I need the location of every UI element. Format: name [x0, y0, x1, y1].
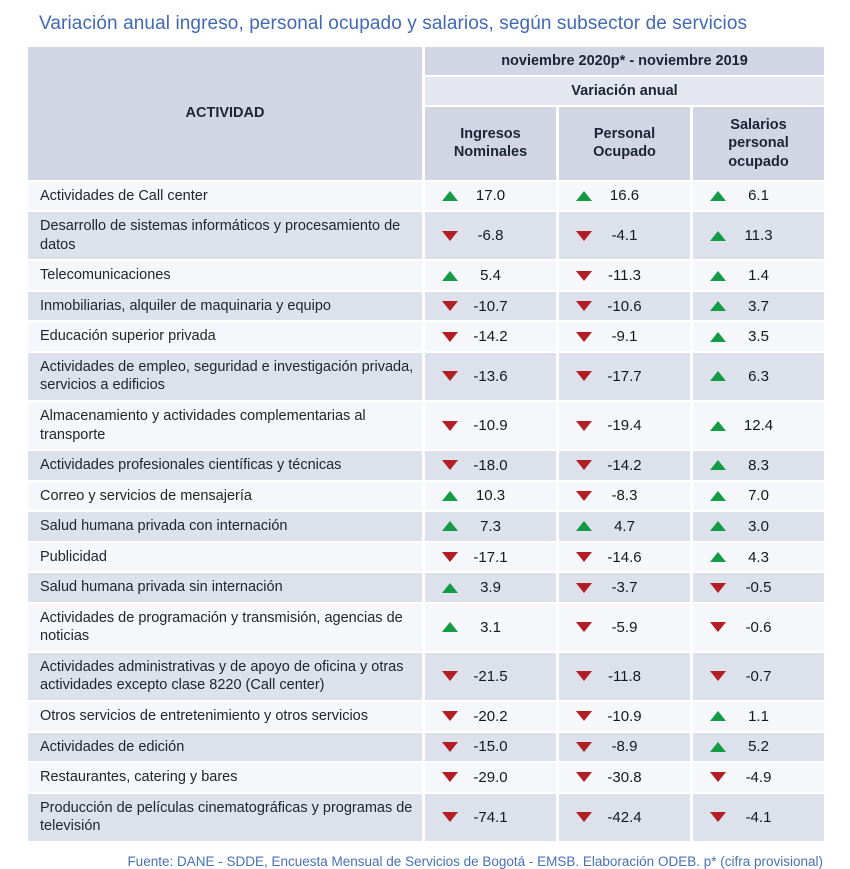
value-text: 3.0: [748, 517, 769, 535]
triangle-down-icon: [442, 742, 458, 752]
value-cell-ingresos: [425, 763, 556, 792]
value-text: 6.1: [748, 187, 769, 205]
value-text: -11.8: [607, 667, 642, 685]
table-row: [28, 702, 824, 731]
triangle-up-icon: [710, 271, 726, 281]
source-note: Fuente: DANE - SDDE, Encuesta Mensual de Servicios de Bogotá - EMSB. Elaboración ODEB. p* (cifra provisional): [127, 853, 823, 869]
value-text: 7.0: [748, 487, 769, 505]
value-cell-salarios: [693, 322, 824, 351]
triangle-up-icon: [710, 371, 726, 381]
value-cell-personal: [559, 353, 690, 400]
table-row: [28, 604, 824, 651]
value-text: -42.4: [607, 808, 642, 826]
value-cell-ingresos: [425, 353, 556, 400]
value-cell-salarios: [693, 212, 824, 259]
value-text: -74.1: [473, 808, 508, 826]
value-cell-personal: [559, 733, 690, 762]
table-row: [28, 573, 824, 602]
triangle-up-icon: [576, 191, 592, 201]
value-cell-personal: [559, 212, 690, 259]
value-text: -19.4: [607, 417, 642, 435]
value-text: -4.9: [745, 768, 772, 786]
column-header-ingresos-nominales: Ingresos Nominales: [425, 107, 556, 179]
value-text: -10.9: [607, 707, 642, 725]
triangle-down-icon: [710, 812, 726, 822]
triangle-down-icon: [442, 332, 458, 342]
triangle-down-icon: [442, 711, 458, 721]
triangle-up-icon: [442, 271, 458, 281]
table-row: [28, 653, 824, 700]
value-text: 3.7: [748, 297, 769, 315]
value-text: 1.1: [748, 707, 769, 725]
value-text: 7.3: [480, 517, 501, 535]
table-row: [28, 353, 824, 400]
activity-cell: Telecomunicaciones: [28, 261, 422, 290]
value-cell-personal: [559, 794, 690, 841]
value-cell-personal: [559, 604, 690, 651]
value-cell-salarios: [693, 573, 824, 602]
value-text: -10.9: [473, 417, 508, 435]
activity-cell: Otros servicios de entretenimiento y otros servicios: [28, 702, 422, 731]
activity-cell: Inmobiliarias, alquiler de maquinaria y equipo: [28, 292, 422, 321]
value-text: -14.6: [607, 548, 642, 566]
value-text: 11.3: [744, 227, 773, 245]
value-text: -29.0: [473, 768, 508, 786]
value-text: -0.5: [745, 579, 772, 597]
value-text: 4.7: [614, 517, 635, 535]
value-cell-ingresos: [425, 512, 556, 541]
value-text: -9.1: [611, 328, 638, 346]
value-cell-salarios: [693, 702, 824, 731]
value-cell-ingresos: [425, 482, 556, 511]
triangle-down-icon: [442, 460, 458, 470]
table-row: [28, 512, 824, 541]
activity-cell: Actividades de Call center: [28, 182, 422, 211]
value-text: -11.3: [607, 267, 642, 285]
value-text: -18.0: [473, 456, 508, 474]
triangle-down-icon: [576, 332, 592, 342]
value-cell-personal: [559, 182, 690, 211]
value-text: 3.5: [748, 328, 769, 346]
value-cell-salarios: [693, 653, 824, 700]
value-text: 4.3: [748, 548, 769, 566]
value-text: 16.6: [609, 187, 640, 205]
value-text: -30.8: [607, 768, 642, 786]
triangle-up-icon: [710, 552, 726, 562]
value-cell-personal: [559, 451, 690, 480]
table-row: [28, 212, 824, 259]
activity-cell: Salud humana privada sin internación: [28, 573, 422, 602]
value-text: -17.7: [607, 367, 642, 385]
triangle-down-icon: [710, 772, 726, 782]
value-cell-ingresos: [425, 702, 556, 731]
value-cell-ingresos: [425, 212, 556, 259]
triangle-down-icon: [576, 552, 592, 562]
triangle-down-icon: [442, 371, 458, 381]
value-text: -13.6: [473, 367, 508, 385]
value-cell-salarios: [693, 512, 824, 541]
triangle-down-icon: [576, 271, 592, 281]
triangle-up-icon: [442, 191, 458, 201]
value-text: -6.8: [477, 227, 504, 245]
triangle-up-icon: [710, 332, 726, 342]
triangle-up-icon: [710, 421, 726, 431]
value-text: 1.4: [748, 267, 769, 285]
triangle-up-icon: [710, 460, 726, 470]
activity-cell: Correo y servicios de mensajería: [28, 482, 422, 511]
variation-table: [25, 45, 827, 843]
triangle-up-icon: [710, 231, 726, 241]
triangle-down-icon: [576, 491, 592, 501]
triangle-down-icon: [442, 421, 458, 431]
page-container: [25, 13, 825, 869]
table-row: [28, 794, 824, 841]
period-header: noviembre 2020p* - noviembre 2019: [425, 47, 824, 75]
column-header-activity: ACTIVIDAD: [28, 47, 422, 180]
triangle-down-icon: [442, 772, 458, 782]
value-cell-salarios: [693, 482, 824, 511]
value-text: -21.5: [473, 667, 508, 685]
table-row: [28, 543, 824, 572]
value-cell-personal: [559, 512, 690, 541]
value-text: -10.6: [607, 297, 642, 315]
triangle-down-icon: [710, 622, 726, 632]
value-text: 17.0: [475, 187, 506, 205]
activity-cell: Restaurantes, catering y bares: [28, 763, 422, 792]
value-cell-personal: [559, 573, 690, 602]
triangle-down-icon: [576, 460, 592, 470]
value-cell-ingresos: [425, 733, 556, 762]
value-text: -20.2: [473, 707, 508, 725]
value-cell-ingresos: [425, 322, 556, 351]
triangle-up-icon: [710, 742, 726, 752]
value-text: -5.9: [611, 618, 638, 636]
triangle-up-icon: [442, 491, 458, 501]
value-cell-ingresos: [425, 794, 556, 841]
table-header: [28, 47, 824, 180]
column-header-salarios-personal-ocupado: Salarios personal ocupado: [693, 107, 824, 179]
triangle-down-icon: [710, 671, 726, 681]
activity-cell: Actividades profesionales científicas y técnicas: [28, 451, 422, 480]
value-text: -8.3: [611, 487, 638, 505]
activity-cell: Publicidad: [28, 543, 422, 572]
triangle-down-icon: [576, 583, 592, 593]
value-cell-personal: [559, 402, 690, 449]
value-cell-ingresos: [425, 182, 556, 211]
activity-cell: Salud humana privada con internación: [28, 512, 422, 541]
value-cell-salarios: [693, 402, 824, 449]
value-text: 3.1: [480, 618, 501, 636]
triangle-down-icon: [576, 772, 592, 782]
triangle-down-icon: [576, 812, 592, 822]
activity-cell: Actividades de empleo, seguridad e investigación privada, servicios a edificios: [28, 353, 422, 400]
table-row: [28, 182, 824, 211]
value-cell-ingresos: [425, 402, 556, 449]
triangle-down-icon: [576, 231, 592, 241]
table-row: [28, 482, 824, 511]
value-cell-ingresos: [425, 451, 556, 480]
table-row: [28, 322, 824, 351]
page-title: Variación anual ingreso, personal ocupado y salarios, según subsector de servicios: [39, 13, 748, 34]
triangle-up-icon: [442, 583, 458, 593]
triangle-down-icon: [576, 622, 592, 632]
value-text: -17.1: [473, 548, 508, 566]
table-row: [28, 292, 824, 321]
table-row: [28, 451, 824, 480]
value-cell-personal: [559, 261, 690, 290]
value-cell-salarios: [693, 292, 824, 321]
value-cell-personal: [559, 482, 690, 511]
value-text: -0.7: [745, 667, 772, 685]
value-text: 5.4: [480, 267, 501, 285]
value-text: -8.9: [611, 738, 638, 756]
value-cell-salarios: [693, 182, 824, 211]
value-cell-personal: [559, 702, 690, 731]
activity-cell: Educación superior privada: [28, 322, 422, 351]
triangle-down-icon: [442, 301, 458, 311]
table-row: [28, 763, 824, 792]
triangle-up-icon: [576, 521, 592, 531]
table-row: [28, 402, 824, 449]
triangle-down-icon: [576, 371, 592, 381]
triangle-down-icon: [576, 301, 592, 311]
value-cell-salarios: [693, 604, 824, 651]
value-cell-salarios: [693, 543, 824, 572]
variation-header: Variación anual: [425, 77, 824, 105]
triangle-down-icon: [710, 583, 726, 593]
value-text: -14.2: [607, 456, 642, 474]
value-text: 8.3: [748, 456, 769, 474]
triangle-up-icon: [442, 622, 458, 632]
triangle-down-icon: [442, 231, 458, 241]
value-cell-personal: [559, 763, 690, 792]
activity-cell: Actividades de programación y transmisión, agencias de noticias: [28, 604, 422, 651]
triangle-up-icon: [710, 491, 726, 501]
value-text: -4.1: [745, 808, 772, 826]
triangle-down-icon: [576, 742, 592, 752]
value-cell-salarios: [693, 353, 824, 400]
triangle-down-icon: [442, 812, 458, 822]
activity-cell: Actividades administrativas y de apoyo de oficina y otras actividades excepto clase 8220 (Call center): [28, 653, 422, 700]
activity-cell: Almacenamiento y actividades complementarias al transporte: [28, 402, 422, 449]
triangle-up-icon: [710, 191, 726, 201]
value-text: -4.1: [611, 227, 638, 245]
value-cell-ingresos: [425, 604, 556, 651]
triangle-up-icon: [710, 521, 726, 531]
value-text: 12.4: [743, 417, 774, 435]
value-cell-personal: [559, 322, 690, 351]
value-cell-salarios: [693, 451, 824, 480]
value-text: -14.2: [473, 328, 508, 346]
value-text: -3.7: [611, 579, 638, 597]
value-text: 5.2: [748, 738, 769, 756]
value-text: 3.9: [480, 579, 501, 597]
triangle-up-icon: [442, 521, 458, 531]
value-text: -15.0: [473, 738, 508, 756]
value-cell-salarios: [693, 763, 824, 792]
table-row: [28, 261, 824, 290]
triangle-up-icon: [710, 301, 726, 311]
value-text: 10.3: [475, 487, 506, 505]
table-body: [28, 182, 824, 841]
activity-cell: Actividades de edición: [28, 733, 422, 762]
value-cell-personal: [559, 543, 690, 572]
value-cell-salarios: [693, 794, 824, 841]
triangle-up-icon: [710, 711, 726, 721]
triangle-down-icon: [442, 552, 458, 562]
table-row: [28, 733, 824, 762]
activity-cell: Desarrollo de sistemas informáticos y procesamiento de datos: [28, 212, 422, 259]
value-text: -0.6: [745, 618, 772, 636]
value-cell-salarios: [693, 261, 824, 290]
triangle-down-icon: [576, 671, 592, 681]
triangle-down-icon: [576, 421, 592, 431]
value-cell-personal: [559, 653, 690, 700]
value-text: 6.3: [748, 367, 769, 385]
value-cell-ingresos: [425, 292, 556, 321]
column-header-personal-ocupado: Personal Ocupado: [559, 107, 690, 179]
value-cell-ingresos: [425, 653, 556, 700]
value-cell-ingresos: [425, 261, 556, 290]
value-cell-ingresos: [425, 543, 556, 572]
value-cell-personal: [559, 292, 690, 321]
activity-cell: Producción de películas cinematográficas y programas de televisión: [28, 794, 422, 841]
value-text: -10.7: [473, 297, 508, 315]
triangle-down-icon: [576, 711, 592, 721]
value-cell-ingresos: [425, 573, 556, 602]
value-cell-salarios: [693, 733, 824, 762]
triangle-down-icon: [442, 671, 458, 681]
